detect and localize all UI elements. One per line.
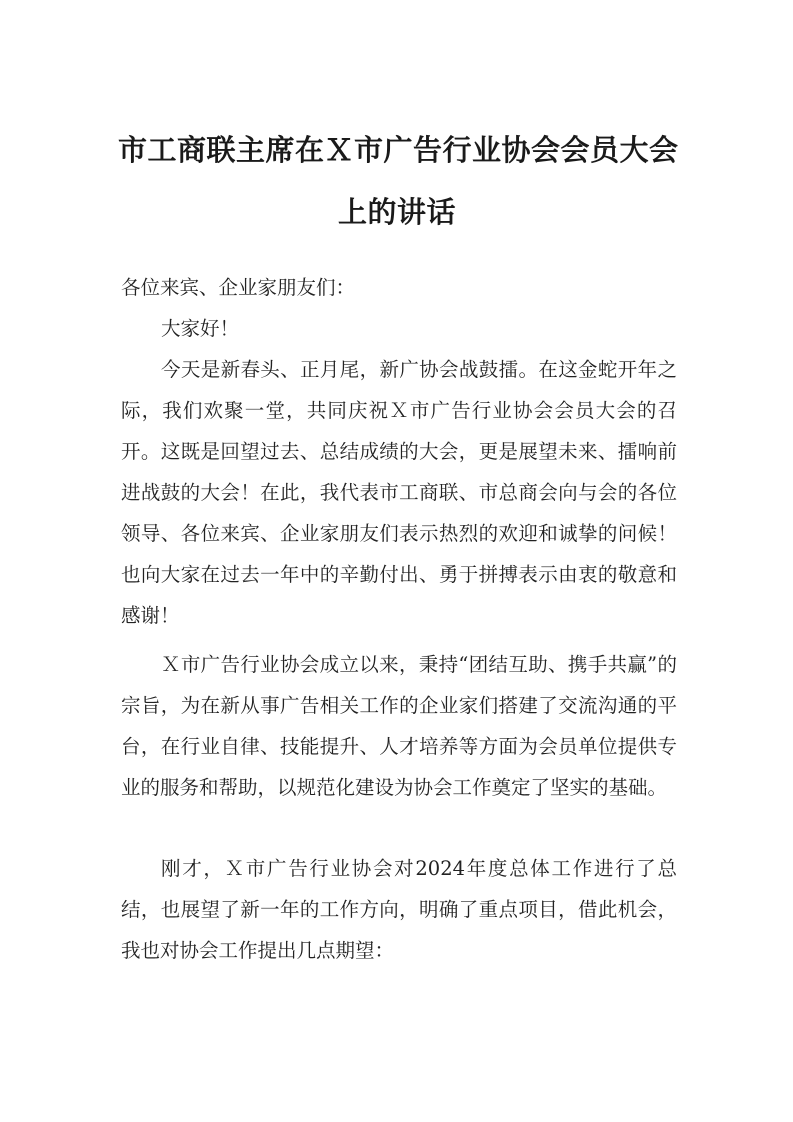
paragraph-text: Ｘ市广告行业协会成立以来，秉持“团结互助、携手共赢”的宗旨，为在新从事广告相关工作的企业家们搭建了交流沟通的平台，在行业自律、技能提升、人才培养等方面为会员单位提供专业的服务和帮助，以规范化建设为协会工作奠定了坚实的基础。 xyxy=(121,653,677,799)
greeting-text: 大家好！ xyxy=(161,317,240,340)
salutation: 各位来宾、企业家朋友们： xyxy=(121,276,356,299)
body-paragraph-3 xyxy=(121,848,677,971)
document-title-line-1: 市工商联主席在Ｘ市广告行业协会会员大会 xyxy=(118,133,679,167)
paragraph-text: 今天是新春头、正月尾，新广协会战鼓擂。在这金蛇开年之际，我们欢聚一堂，共同庆祝Ｘ市广告行业协会会员大会的召开。这既是回望过去、总结成绩的大会，更是展望未来、擂响前进战鼓的大会！在此，我代表市工商联、市总商会向与会的各位领导、各位来宾、企业家朋友们表示热烈的欢迎和诚挚的问候！也向大家在过去一年中的辛勤付出、勇于拼搏表示由衷的敬意和感谢！ xyxy=(121,358,677,627)
greeting-paragraph xyxy=(121,308,677,349)
body-paragraph-2 xyxy=(121,644,677,808)
body-paragraph-1 xyxy=(121,349,677,636)
document-title-line-2: 上的讲话 xyxy=(337,195,456,229)
paragraph-text: 刚才，Ｘ市广告行业协会对2024年度总体工作进行了总结，也展望了新一年的工作方向，明确了重点项目，借此机会，我也对协会工作提出几点期望： xyxy=(121,857,677,962)
